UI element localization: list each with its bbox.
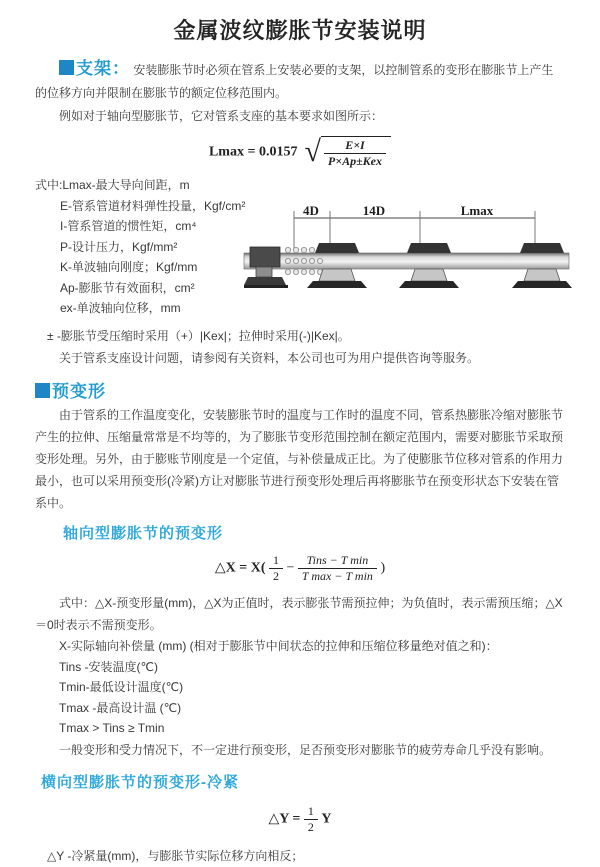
- lateral-predeform-heading: 横向型膨胀节的预变形-冷紧: [41, 773, 239, 791]
- support-example-line: 例如对于轴向型膨胀节，它对管系支座的基本要求如图所示：: [59, 109, 384, 123]
- support-intro-paragraph: [35, 57, 565, 105]
- temp-numerator: Tins − T min: [298, 553, 377, 569]
- half-numerator: 1: [269, 553, 283, 569]
- axial-formula: [35, 553, 565, 584]
- support-section-header: [59, 59, 130, 78]
- variable-item: ex-单波轴向位移，mm: [60, 301, 181, 315]
- pipe-support-diagram: [242, 203, 600, 303]
- section-bullet-icon: [35, 383, 50, 398]
- definition-item: Tmin-最低设计温度(℃): [59, 680, 184, 694]
- section-support: [35, 57, 565, 369]
- variable-item: K-单波轴向刚度；Kgf/mm: [60, 260, 198, 274]
- lateral-formula-lhs: △Y =: [268, 811, 301, 827]
- close-paren: ): [380, 560, 386, 576]
- variable-item: P-设计压力，Kgf/mm²: [60, 239, 178, 254]
- predeform-paragraph: 由于管系的工作温度变化，安装膨胀节时的温度与工作时的温度不同，管系热膨胀冷缩对膨胀节产生的拉伸、压缩量常常是不均等的，为了膨胀节变形范围控制在额定范围内，需要对膨胀节采取预变形处理。另外，由于膨账节刚度是一个定值，与补偿量成正比。为了使膨胀节位移对管系的作用力最小，也可以采用预变形(冷紧)方让对膨胀节进行预变形处理后再将膨胀节在预变形状态下安装在管系中。: [35, 408, 564, 510]
- lateral-note: △Y -冷紧量(mm)，与膨胀节实际位移方向相反；: [47, 848, 304, 863]
- axial-explain: 式中：△X-预变形量(mm)，△X为正值时，表示膨张节需预拉伸；为负值时，表示需预压缩；△X＝0时表示不需预变形。: [35, 596, 563, 632]
- lmax-formula: [35, 136, 565, 169]
- lmax-formula-lhs: Lmax = 0.0157: [208, 144, 298, 160]
- dim-label-4d: 4D: [303, 203, 319, 218]
- variable-item: E-管系管道材料弹性投量，Kgf/cm²: [60, 198, 246, 213]
- axial-formula-lhs: △X = X(: [214, 560, 266, 576]
- half-denominator: 2: [273, 569, 280, 583]
- radical-sign: √: [304, 135, 321, 168]
- axial-note: 一般变形和受力情况下，不一定进行预变形，足否预变形对膨胀节的疲劳寿命几乎没有影响。: [59, 742, 552, 757]
- sqrt-radical: [304, 136, 391, 169]
- support-header-label: 支架：: [76, 59, 130, 78]
- half-fraction: [304, 804, 318, 835]
- definition-item: Tmax -最高设计温 (℃): [59, 700, 182, 715]
- half-fraction: [269, 553, 283, 584]
- definition-item: Tins -安装温度(℃): [59, 659, 159, 674]
- definition-item: X-实际轴向补偿量 (mm) (相对于膨胀节中间状态的拉伸和压缩位移量绝对值之和)：: [59, 639, 498, 653]
- variables-and-diagram: [35, 175, 565, 325]
- support-intro-text: 安装膨胀节时必须在管系上安装必要的支架，以控制管系的变形在膨胀节上产生的位移方向并限制在膨胀节的额定位移范围内。: [35, 63, 554, 100]
- predeform-header-label: 预变形: [52, 382, 106, 401]
- lateral-formula-rhs: Y: [321, 811, 332, 827]
- half-denominator: 2: [307, 819, 314, 834]
- half-numerator: 1: [304, 804, 318, 820]
- minus-sign: −: [286, 560, 295, 576]
- section-bullet-icon: [59, 60, 74, 75]
- pipe: [244, 253, 569, 269]
- axial-definitions-list: [59, 636, 565, 739]
- support-consult-line: 关于管系支座设计问题，请参阅有关资料，本公司也可为用户提供咨询等服务。: [59, 351, 480, 365]
- definition-item: Tmax > Tins ≥ Tmin: [59, 721, 165, 735]
- dim-label-lmax: Lmax: [460, 203, 494, 218]
- dim-label-14d: 14D: [362, 203, 386, 218]
- axial-predeform-heading: 轴向型膨胀节的预变形: [63, 525, 224, 542]
- temperature-fraction: [298, 553, 377, 584]
- variable-item: Ap-膨胀节有效面积，cm²: [60, 280, 195, 295]
- section-predeform: [35, 377, 565, 867]
- variable-item: 式中:Lmax-最大导向间距，m: [35, 178, 190, 192]
- lateral-formula: [35, 804, 565, 835]
- temp-denominator: T max − T min: [301, 569, 373, 583]
- lmax-numerator: E×I: [324, 138, 386, 154]
- variable-item: I-管系管道的惯性矩，cm⁴: [60, 219, 197, 233]
- lmax-denominator: P×Ap±Kex: [327, 154, 383, 168]
- predeform-section-header: [35, 377, 565, 402]
- support-pm-line: ± -膨胀节受压缩时采用（+）|Kex|；拉伸时采用(-)|Kex|。: [47, 329, 350, 343]
- page-title: 金属波纹膨胀节安装说明: [173, 18, 427, 43]
